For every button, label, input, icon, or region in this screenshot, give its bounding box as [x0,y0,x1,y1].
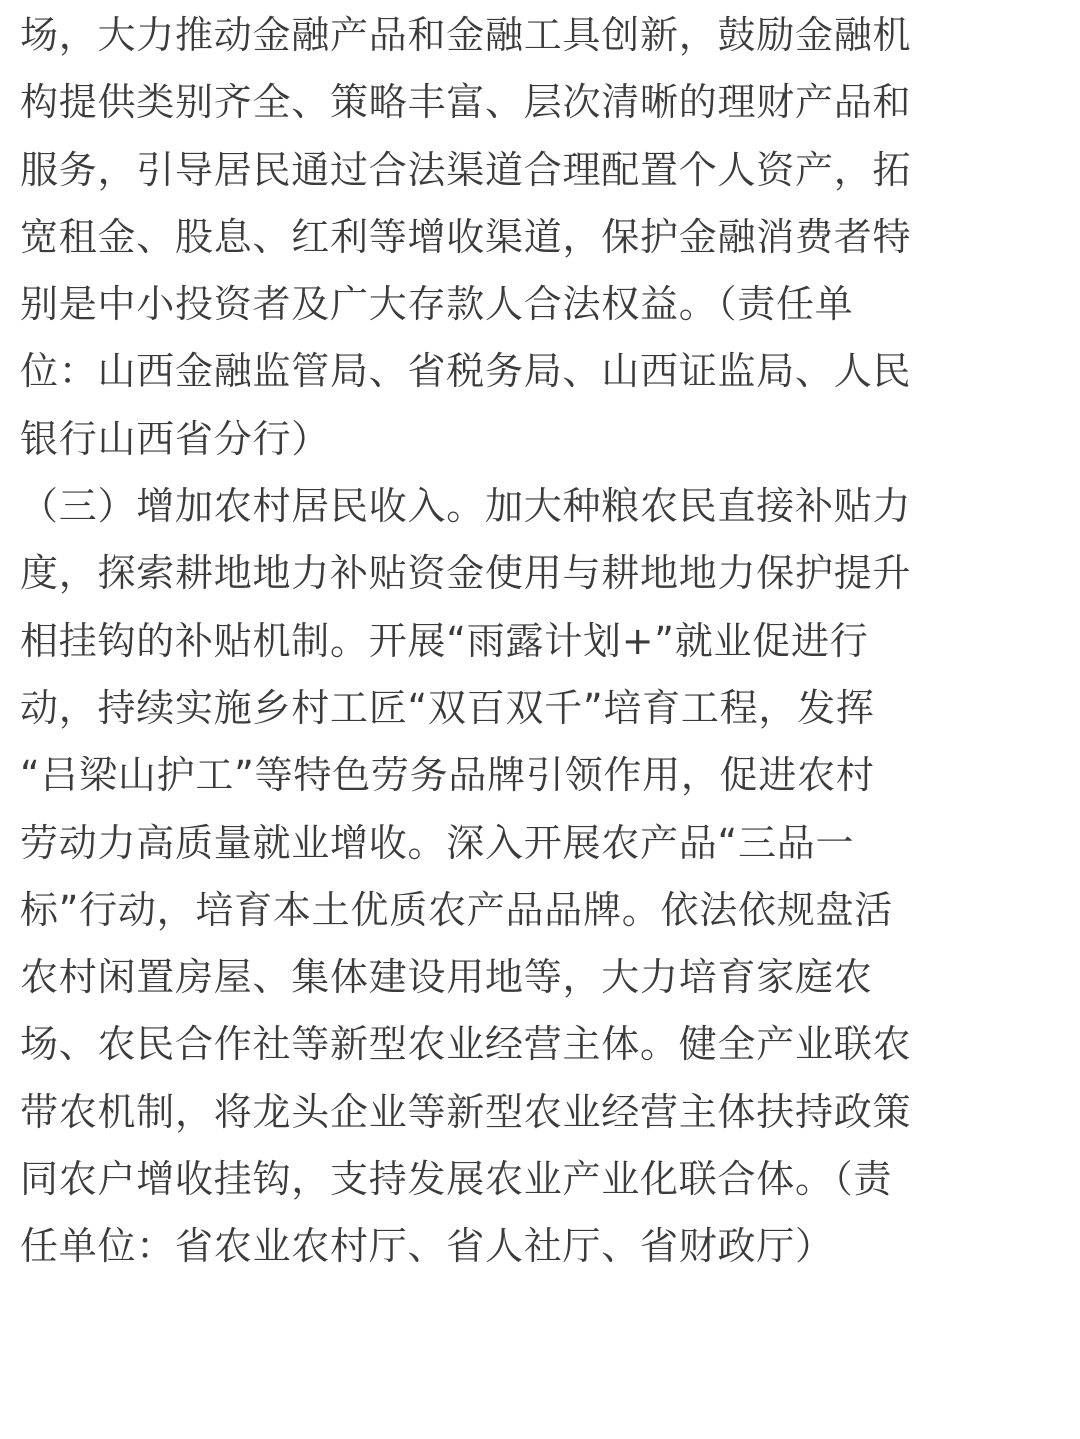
text-line: 相挂钩的补贴机制。开展“雨露计划+”就业促进行 [20,618,869,663]
text-line: 标”行动，培育本土优质农产品品牌。依法依规盘活 [20,887,893,932]
text-line: 度，探索耕地地力补贴资金使用与耕地地力保护提升 [20,551,912,596]
text-line: 构提供类别齐全、策略丰富、层次清晰的理财产品和 [20,80,912,125]
text-line: 位：山西金融监管局、省税务局、山西证监局、人民 [20,349,912,394]
text-line: 场，大力推动金融产品和金融工具创新，鼓励金融机 [20,13,912,57]
text-line: 场、农民合作社等新型农业经营主体。健全产业联农 [20,1022,912,1067]
text-line: 同农户增收挂钩，支持发展农业产业化联合体。（责 [20,1157,893,1202]
text-line: 动，持续实施乡村工匠“双百双千”培育工程，发挥 [20,685,875,730]
text-line: 服务，引导居民通过合法渠道合理配置个人资产，拓 [20,147,912,192]
section-heading-line: （三）增加农村居民收入。加大种粮农民直接补贴力 [20,484,912,529]
text-line: 任单位：省农业农村厅、省人社厅、省财政厅） [20,1224,834,1269]
text-line: 宽租金、股息、红利等增收渠道，保护金融消费者特 [20,214,912,259]
text-line: 银行山西省分行） [20,416,331,461]
text-line: 别是中小投资者及广大存款人合法权益。（责任单 [20,282,854,327]
text-line: 带农机制，将龙头企业等新型农业经营主体扶持政策 [20,1089,912,1134]
text-line: 农村闲置房屋、集体建设用地等，大力培育家庭农 [20,955,873,1000]
text-line: “吕梁山护工”等特色劳务品牌引领作用，促进农村 [20,753,875,798]
text-line: 劳动力高质量就业增收。深入开展农产品“三品一 [20,820,855,865]
article-body [20,0,1060,1281]
